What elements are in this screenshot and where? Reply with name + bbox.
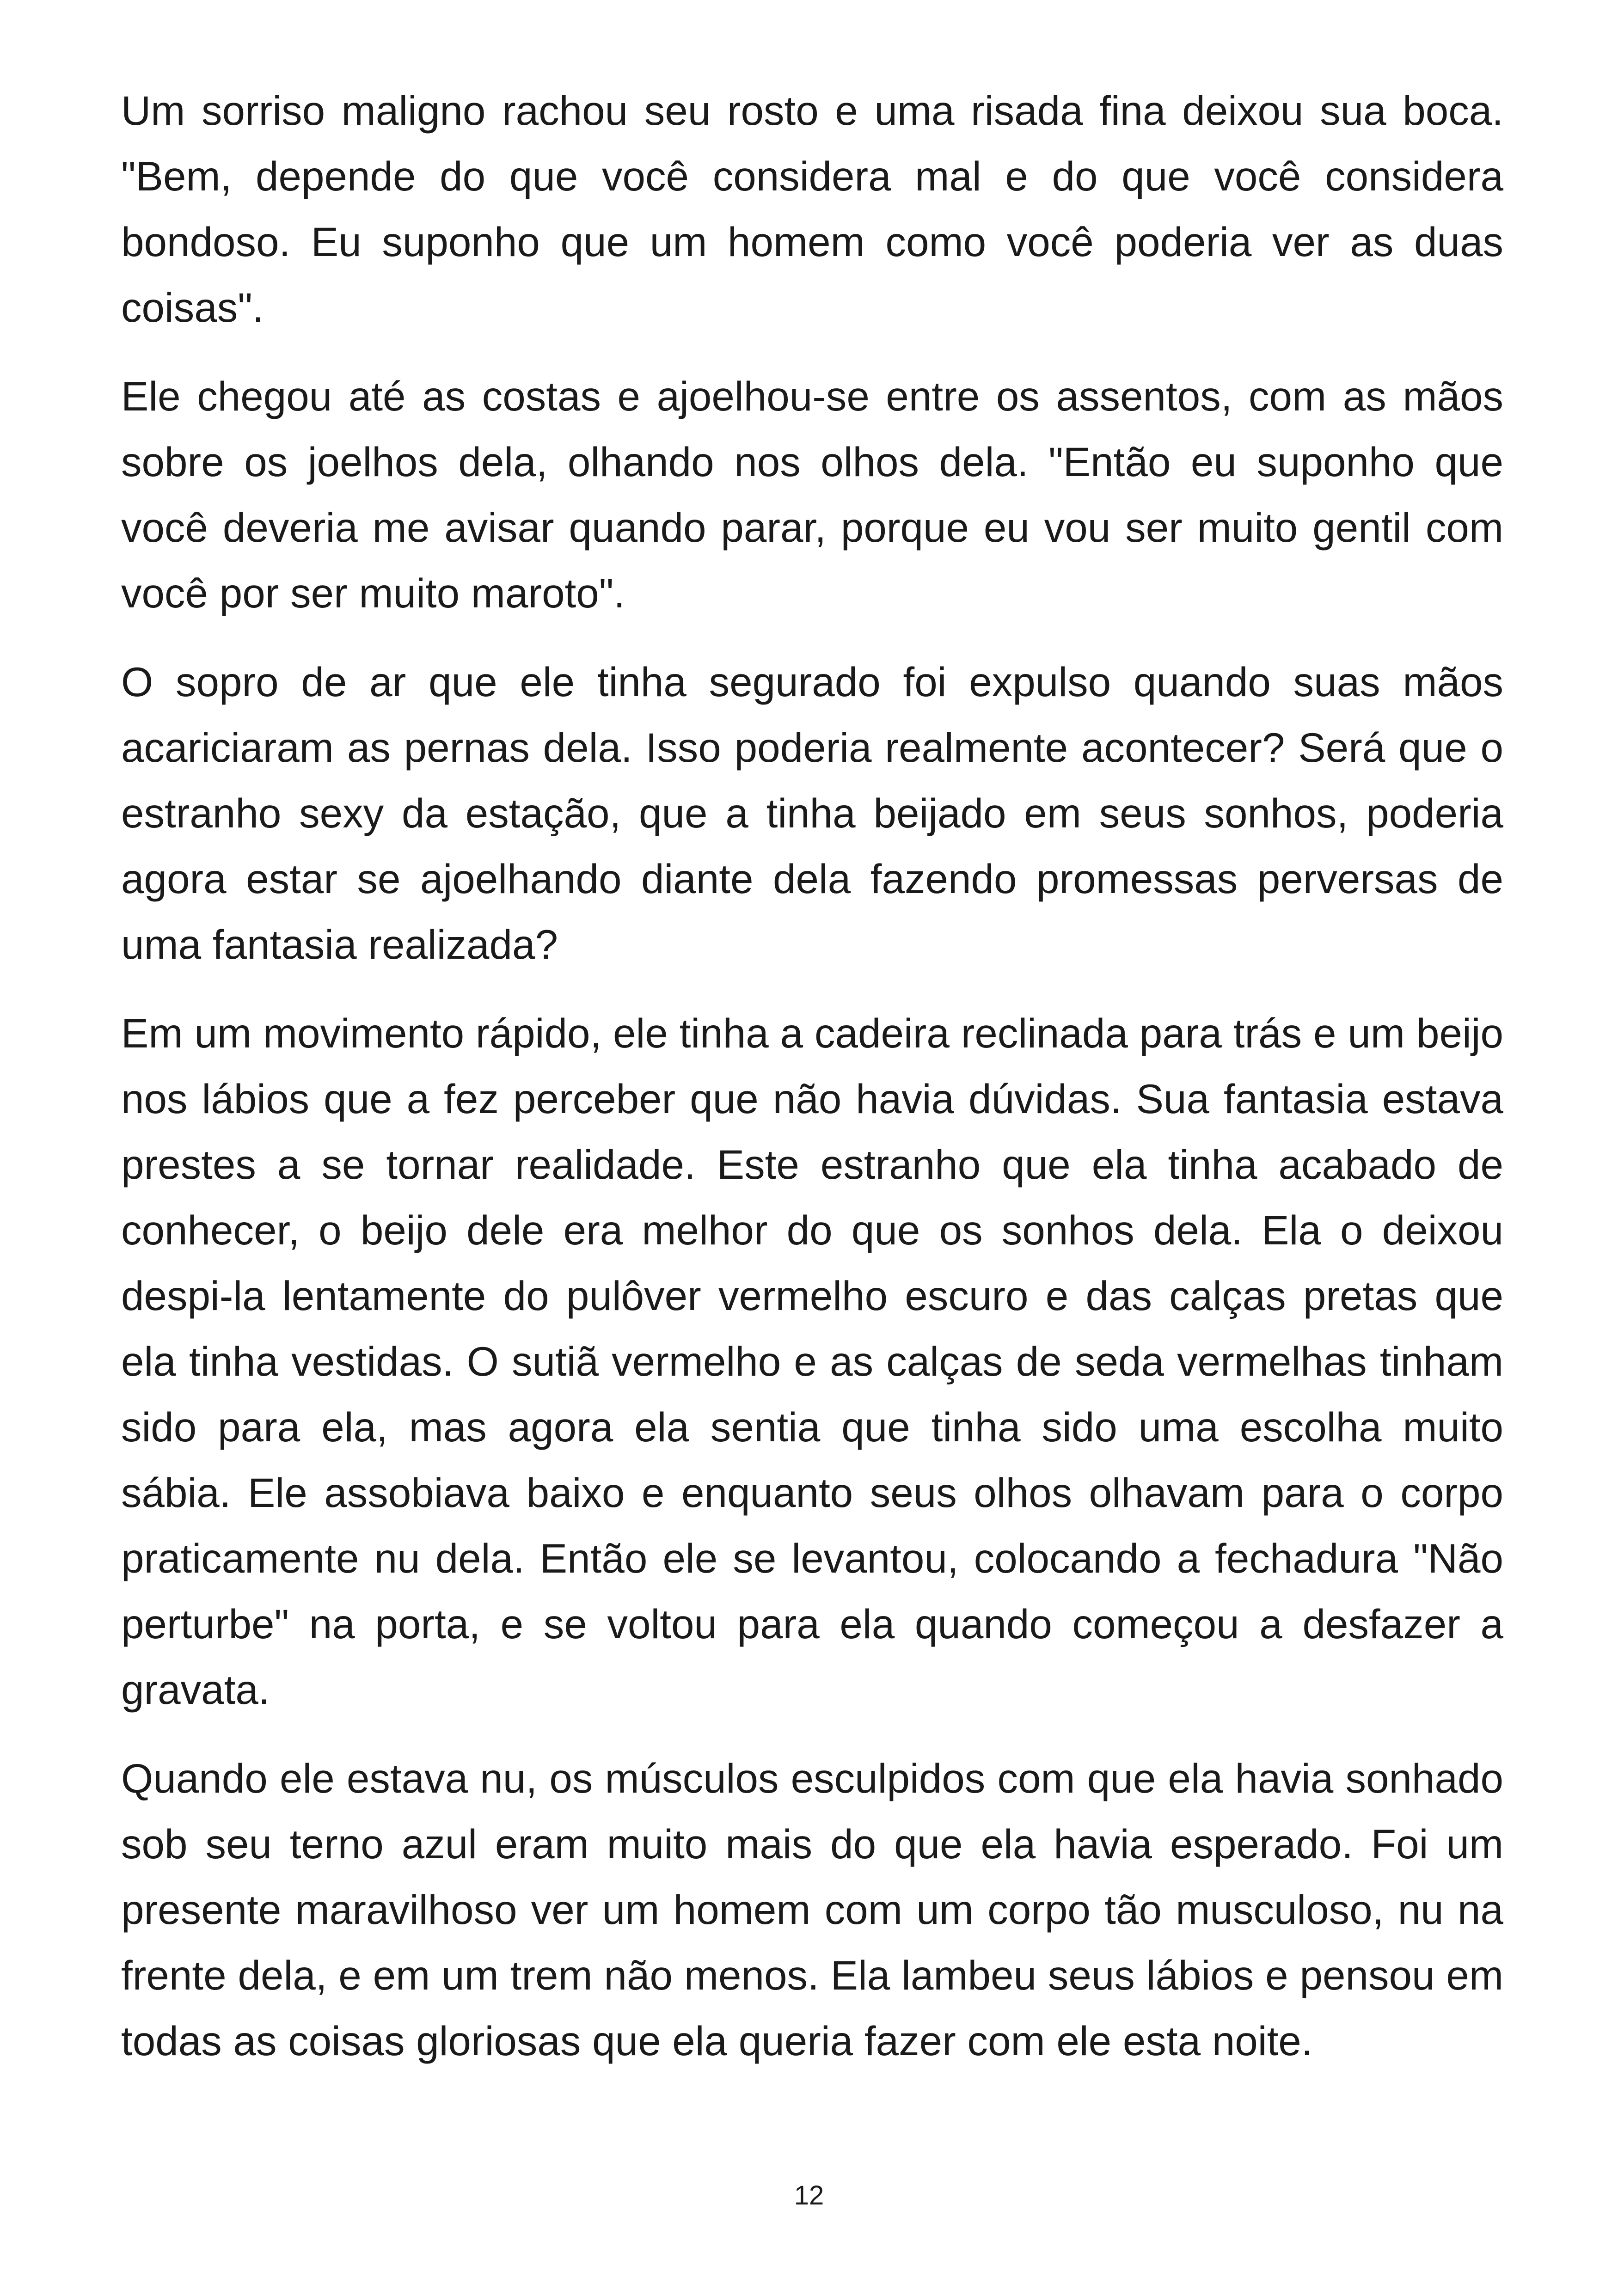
page-number: 12 — [794, 2180, 824, 2210]
paragraph: Em um movimento rápido, ele tinha a cadeira reclinada para trás e um beijo nos lábios que a fez perceber que não havia dúvidas. Sua fantasia estava prestes a se tornar realidade. Este estranho que ela tinha acabado de conhecer, o beijo dele era melhor do que os sonhos dela. Ela o deixou despi-la lentamente do pulôver vermelho escuro e das calças pretas que ela tinha vestidas. O sutiã vermelho e as calças de seda vermelhas tinham sido para ela, mas agora ela sentia que tinha sido uma escolha muito sábia. Ele assobiava baixo e enquanto seus olhos olhavam para o corpo praticamente nu dela. Então ele se levantou, colocando a fechadura "Não perturbe" na porta, e se voltou para ela quando começou a desfazer a gravata. — [121, 1010, 1503, 1713]
body-text — [121, 78, 1503, 2097]
paragraph: Quando ele estava nu, os músculos esculpidos com que ela havia sonhado sob seu terno azul eram muito mais do que ela havia esperado. Foi um presente maravilhoso ver um homem com um corpo tão musculoso, nu na frente dela, e em um trem não menos. Ela lambeu seus lábios e pensou em todas as coisas gloriosas que ela queria fazer com ele esta noite. — [121, 1755, 1503, 2064]
paragraph: Um sorriso maligno rachou seu rosto e uma risada fina deixou sua boca. "Bem, depende do que você considera mal e do que você considera bondoso. Eu suponho que um homem como você poderia ver as duas coisas". — [121, 87, 1503, 331]
paragraph: O sopro de ar que ele tinha segurado foi expulso quando suas mãos acariciaram as pernas dela. Isso poderia realmente acontecer? Será que o estranho sexy da estação, que a tinha beijado em seus sonhos, poderia agora estar se ajoelhando diante dela fazendo promessas perversas de uma fantasia realizada? — [121, 659, 1503, 967]
paragraph: Ele chegou até as costas e ajoelhou-se entre os assentos, com as mãos sobre os joelhos dela, olhando nos olhos dela. "Então eu suponho que você deveria me avisar quando parar, porque eu vou ser muito gentil com você por ser muito maroto". — [121, 373, 1503, 616]
